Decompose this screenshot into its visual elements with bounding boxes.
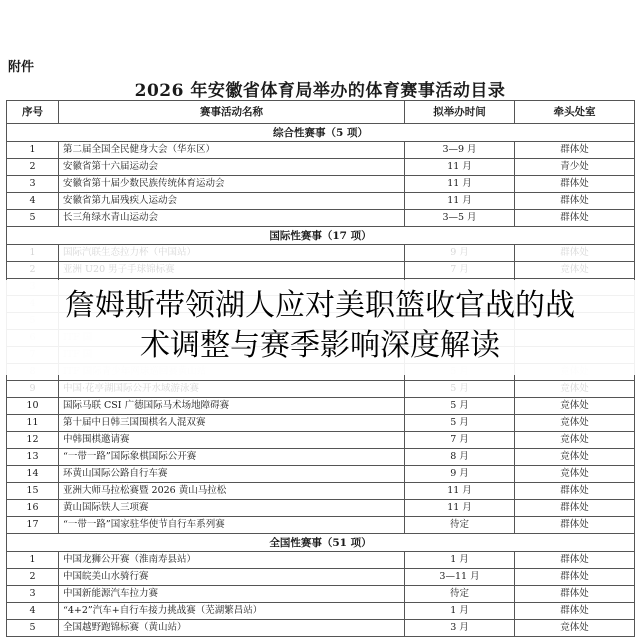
lead-department: 群体处 xyxy=(515,586,635,603)
section-header-row xyxy=(7,534,635,552)
event-time: 8 月 xyxy=(405,449,515,466)
row-number: 1 xyxy=(7,142,59,159)
table-row xyxy=(7,193,635,210)
event-name: “一带一路”国家驻华使节自行车系列赛 xyxy=(59,517,405,534)
table-row xyxy=(7,620,635,637)
table-row xyxy=(7,142,635,159)
event-name: “一带一路”国际象棋国际公开赛 xyxy=(59,449,405,466)
lead-department: 竞体处 xyxy=(515,262,635,279)
event-time: 3—9 月 xyxy=(405,142,515,159)
lead-department: 竞体处 xyxy=(515,398,635,415)
section-heading: 全国性赛事（51 项） xyxy=(7,534,635,552)
row-number: 14 xyxy=(7,466,59,483)
row-number: 1 xyxy=(7,552,59,569)
table-header-row xyxy=(7,101,635,124)
lead-department: 群体处 xyxy=(515,569,635,586)
lead-department: 群体处 xyxy=(515,176,635,193)
event-name: 安徽省第十届少数民族传统体育运动会 xyxy=(59,176,405,193)
section-heading: 国际性赛事（17 项） xyxy=(7,227,635,245)
event-time: 5 月 xyxy=(405,398,515,415)
event-name: 全国越野跑锦标赛（黄山站） xyxy=(59,620,405,637)
row-number: 2 xyxy=(7,159,59,176)
event-time: 待定 xyxy=(405,517,515,534)
event-name: 国际汽联生态拉力杯（中国站） xyxy=(59,245,405,262)
event-name: 第二届全国全民健身大会（华东区） xyxy=(59,142,405,159)
row-number: 17 xyxy=(7,517,59,534)
event-time: 3—11 月 xyxy=(405,569,515,586)
event-name: 长三角绿水青山运动会 xyxy=(59,210,405,227)
event-time: 5 月 xyxy=(405,415,515,432)
row-number: 2 xyxy=(7,262,59,279)
row-number: 3 xyxy=(7,586,59,603)
table-row xyxy=(7,483,635,500)
row-number: 10 xyxy=(7,398,59,415)
lead-department: 群体处 xyxy=(515,517,635,534)
lead-department: 群体处 xyxy=(515,483,635,500)
lead-department: 竞体处 xyxy=(515,620,635,637)
row-number: 2 xyxy=(7,569,59,586)
table-row xyxy=(7,415,635,432)
row-number: 9 xyxy=(7,381,59,398)
event-name: 中韩围棋邀请赛 xyxy=(59,432,405,449)
row-number: 5 xyxy=(7,620,59,637)
table-row xyxy=(7,586,635,603)
section-header-row xyxy=(7,124,635,142)
lead-department: 青少处 xyxy=(515,159,635,176)
row-number: 12 xyxy=(7,432,59,449)
event-time: 7 月 xyxy=(405,432,515,449)
event-time: 7 月 xyxy=(405,262,515,279)
row-number: 3 xyxy=(7,176,59,193)
lead-department: 竞体处 xyxy=(515,466,635,483)
table-row xyxy=(7,517,635,534)
event-name: 黄山国际铁人三项赛 xyxy=(59,500,405,517)
event-name: 亚洲 U20 男子手球锦标赛 xyxy=(59,262,405,279)
document-title: 2026 年安徽省体育局举办的体育赛事活动目录 xyxy=(134,81,506,101)
lead-department: 竞体处 xyxy=(515,432,635,449)
column-header-no: 序号 xyxy=(7,101,59,124)
table-row xyxy=(7,432,635,449)
event-name: 中国皖美山水骑行赛 xyxy=(59,569,405,586)
event-name: 中国·花亭湖国际公开水域游泳赛 xyxy=(59,381,405,398)
column-header-dept: 牵头处室 xyxy=(515,101,635,124)
event-time: 1 月 xyxy=(405,552,515,569)
row-number: 5 xyxy=(7,210,59,227)
headline-line-2: 术调整与赛季影响深度解读 xyxy=(140,328,500,363)
event-time: 11 月 xyxy=(405,193,515,210)
event-name: “4+2”汽车+自行车接力挑战赛（芜湖繁昌站） xyxy=(59,603,405,620)
event-name: 安徽省第十六届运动会 xyxy=(59,159,405,176)
event-name: 中国新能源汽车拉力赛 xyxy=(59,586,405,603)
table-row xyxy=(7,245,635,262)
table-row xyxy=(7,381,635,398)
event-time: 11 月 xyxy=(405,176,515,193)
lead-department: 竞体处 xyxy=(515,415,635,432)
event-name: 国际马联 CSI 广德国际马术场地障碍赛 xyxy=(59,398,405,415)
table-row xyxy=(7,500,635,517)
event-name: 中国龙狮公开赛（淮南寿县站） xyxy=(59,552,405,569)
event-time: 1 月 xyxy=(405,603,515,620)
event-time: 11 月 xyxy=(405,500,515,517)
table-row xyxy=(7,603,635,620)
table-row xyxy=(7,262,635,279)
row-number: 4 xyxy=(7,193,59,210)
event-name: 环黄山国际公路自行车赛 xyxy=(59,466,405,483)
headline-line-1: 詹姆斯带领湖人应对美职篮收官战的战 xyxy=(65,288,575,323)
lead-department: 群体处 xyxy=(515,245,635,262)
table-row xyxy=(7,466,635,483)
table-row xyxy=(7,176,635,193)
table-row xyxy=(7,552,635,569)
event-time: 11 月 xyxy=(405,483,515,500)
event-time: 3 月 xyxy=(405,620,515,637)
event-name: 安徽省第九届残疾人运动会 xyxy=(59,193,405,210)
table-row xyxy=(7,449,635,466)
attachment-label: 附件 xyxy=(8,60,35,75)
event-time: 待定 xyxy=(405,586,515,603)
table-row xyxy=(7,210,635,227)
lead-department: 竞体处 xyxy=(515,449,635,466)
event-name: 亚洲大师马拉松赛暨 2026 黄山马拉松 xyxy=(59,483,405,500)
headline xyxy=(0,286,640,366)
event-time: 5 月 xyxy=(405,381,515,398)
lead-department: 群体处 xyxy=(515,210,635,227)
column-header-time: 拟举办时间 xyxy=(405,101,515,124)
row-number: 15 xyxy=(7,483,59,500)
lead-department: 群体处 xyxy=(515,142,635,159)
event-time: 9 月 xyxy=(405,245,515,262)
lead-department: 群体处 xyxy=(515,500,635,517)
section-header-row xyxy=(7,227,635,245)
lead-department: 群体处 xyxy=(515,193,635,210)
event-time: 3—5 月 xyxy=(405,210,515,227)
event-time: 11 月 xyxy=(405,159,515,176)
column-header-name: 赛事活动名称 xyxy=(59,101,405,124)
row-number: 1 xyxy=(7,245,59,262)
table-body xyxy=(7,124,635,637)
section-heading: 综合性赛事（5 项） xyxy=(7,124,635,142)
event-name: 第十届中日韩三国围棋名人混双赛 xyxy=(59,415,405,432)
table-row xyxy=(7,569,635,586)
row-number: 11 xyxy=(7,415,59,432)
row-number: 4 xyxy=(7,603,59,620)
row-number: 16 xyxy=(7,500,59,517)
table-row xyxy=(7,398,635,415)
row-number: 13 xyxy=(7,449,59,466)
lead-department: 群体处 xyxy=(515,552,635,569)
event-time: 9 月 xyxy=(405,466,515,483)
table-row xyxy=(7,159,635,176)
lead-department: 群体处 xyxy=(515,603,635,620)
lead-department: 竞体处 xyxy=(515,381,635,398)
